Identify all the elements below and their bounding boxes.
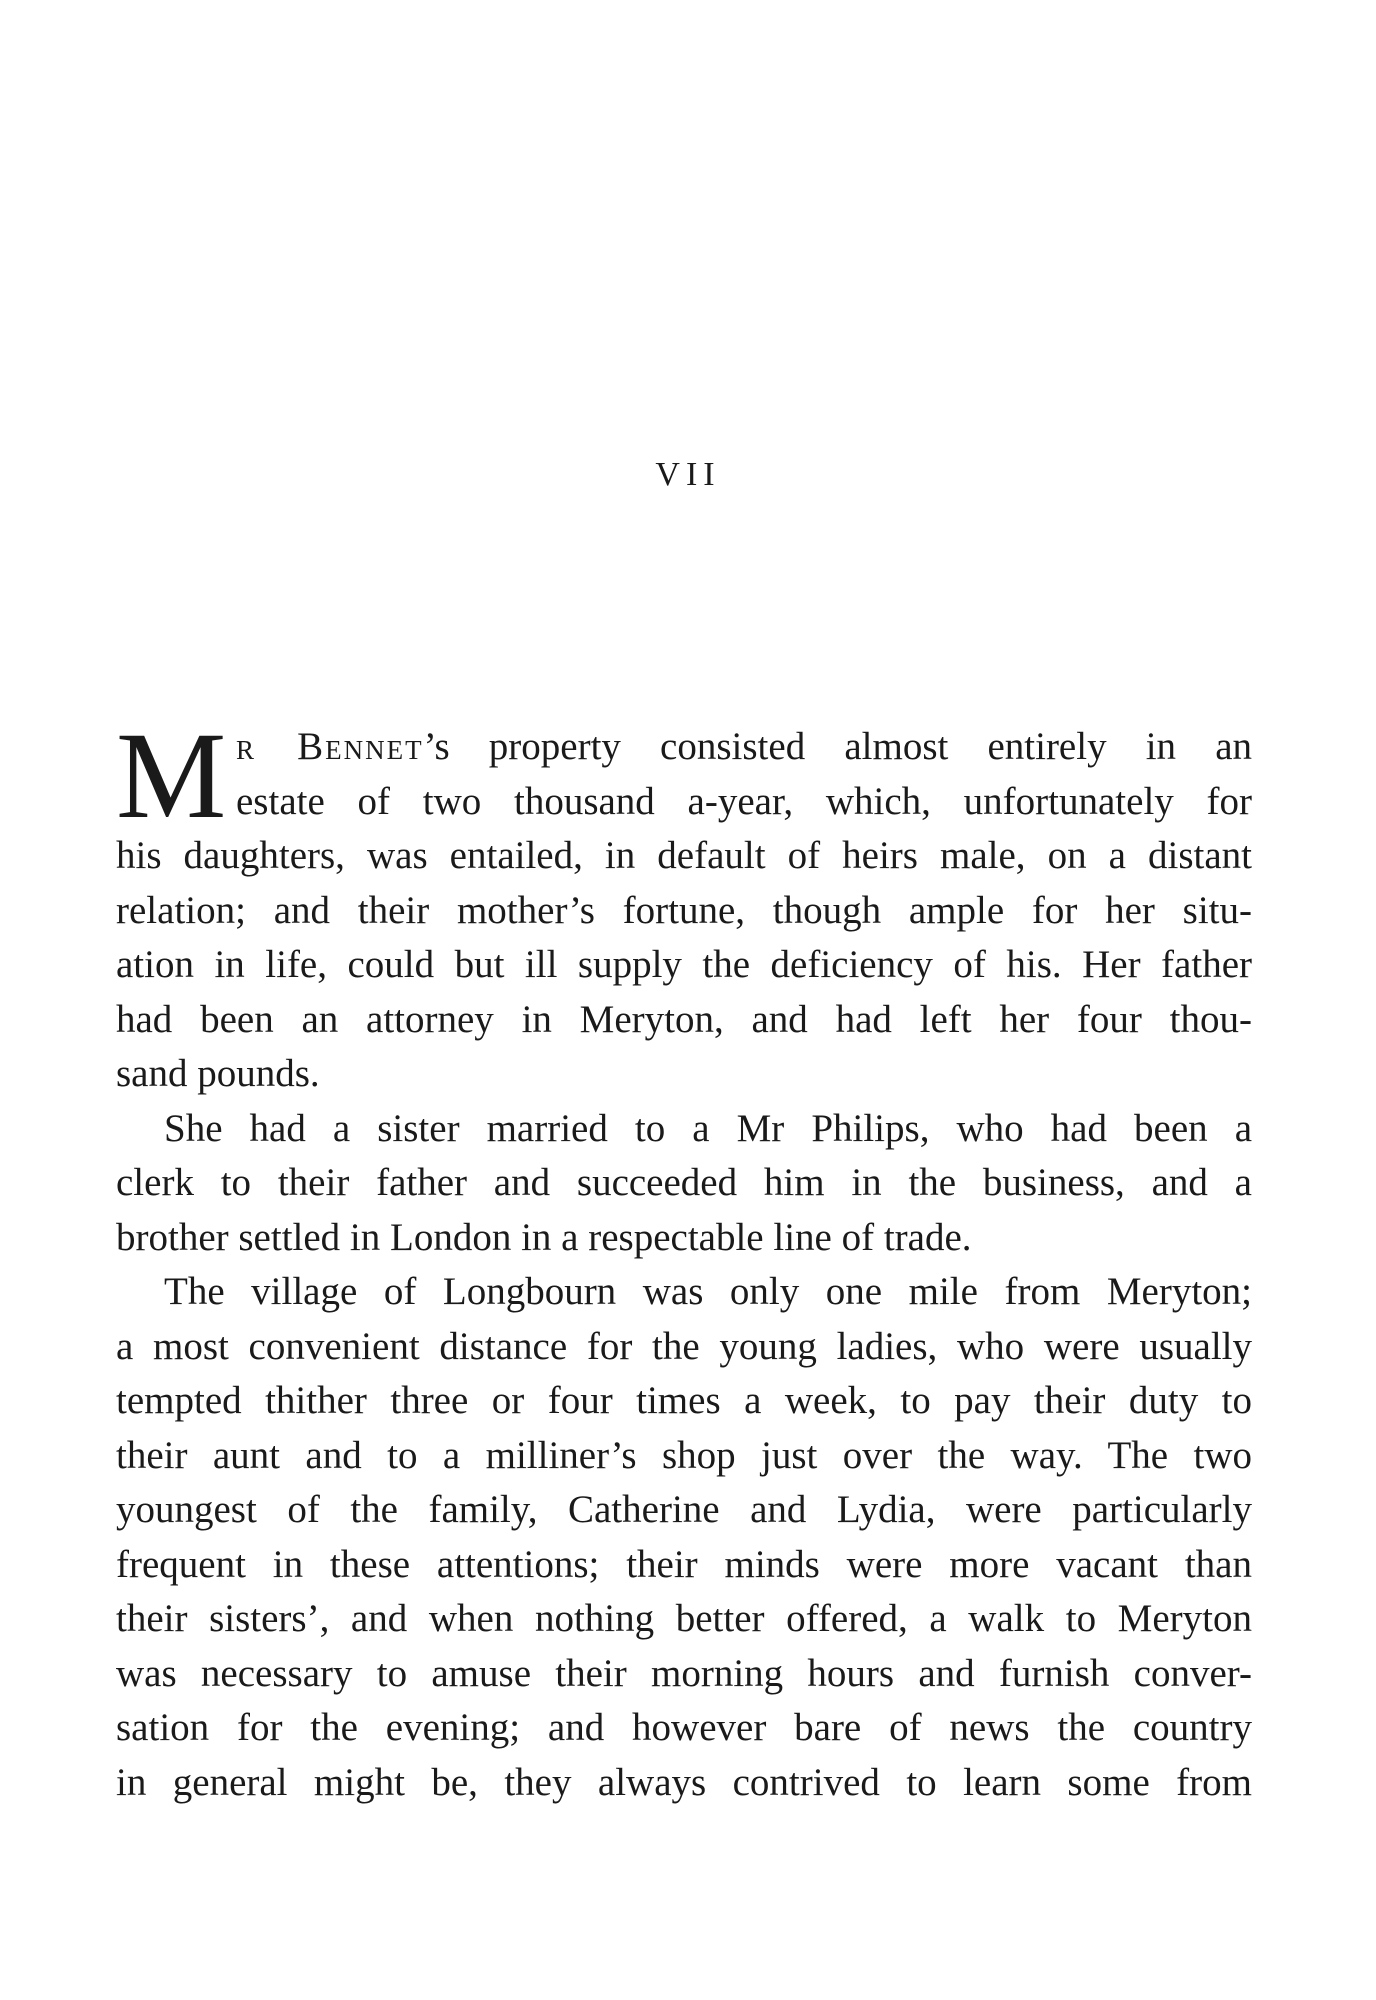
text-line: tempted thither three or four times a week, to pay their duty to [116, 1379, 1252, 1422]
chapter-text [116, 707, 1253, 1810]
text-line: estate of two thousand a-year, which, unfortunately for [236, 779, 1252, 823]
text-line: The village of Longbourn was only one mile from Meryton; [164, 1270, 1252, 1313]
paragraph-1 [116, 707, 1253, 1102]
paragraph-3 [116, 1265, 1252, 1810]
text-line: youngest of the family, Catherine and Lydia, were particularly [116, 1488, 1252, 1531]
text-line: She had a sister married to a Mr Philips, who had been a [164, 1106, 1252, 1150]
text-line: sand pounds. [116, 1052, 320, 1095]
text-line: ation in life, could but ill supply the deficiency of his. Her father [116, 943, 1252, 986]
text-line: in general might be, they always contrived to learn some from [116, 1760, 1252, 1804]
text-line: a most convenient distance for the young ladies, who were usually [116, 1324, 1252, 1368]
opening-small-caps: r Bennet [236, 725, 424, 768]
text-line: relation; and their mother’s fortune, though ample for her situ- [116, 888, 1252, 932]
text-line: their aunt and to a milliner’s shop just over the way. The two [116, 1433, 1252, 1477]
text-line: their sisters’, and when nothing better offered, a walk to Meryton [116, 1597, 1252, 1640]
text-line: was necessary to amuse their morning hours and furnish conver- [116, 1651, 1252, 1695]
drop-cap: M [116, 707, 227, 844]
text-line: clerk to their father and succeeded him in the business, and a [116, 1161, 1252, 1204]
paragraph-2 [116, 1102, 1252, 1266]
text-line: had been an attorney in Meryton, and had left her four thou- [116, 997, 1252, 1041]
text-line: frequent in these attentions; their minds were more vacant than [116, 1542, 1252, 1586]
text-line: his daughters, was entailed, in default of heirs male, on a distant [116, 834, 1252, 877]
text-line: brother settled in London in a respectable line of trade. [116, 1215, 972, 1259]
text-line: sation for the evening; and however bare of news the country [116, 1706, 1252, 1749]
chapter-heading: VII [655, 456, 721, 493]
text-line: r Bennet’s property consisted almost entirely in an [236, 725, 1253, 768]
